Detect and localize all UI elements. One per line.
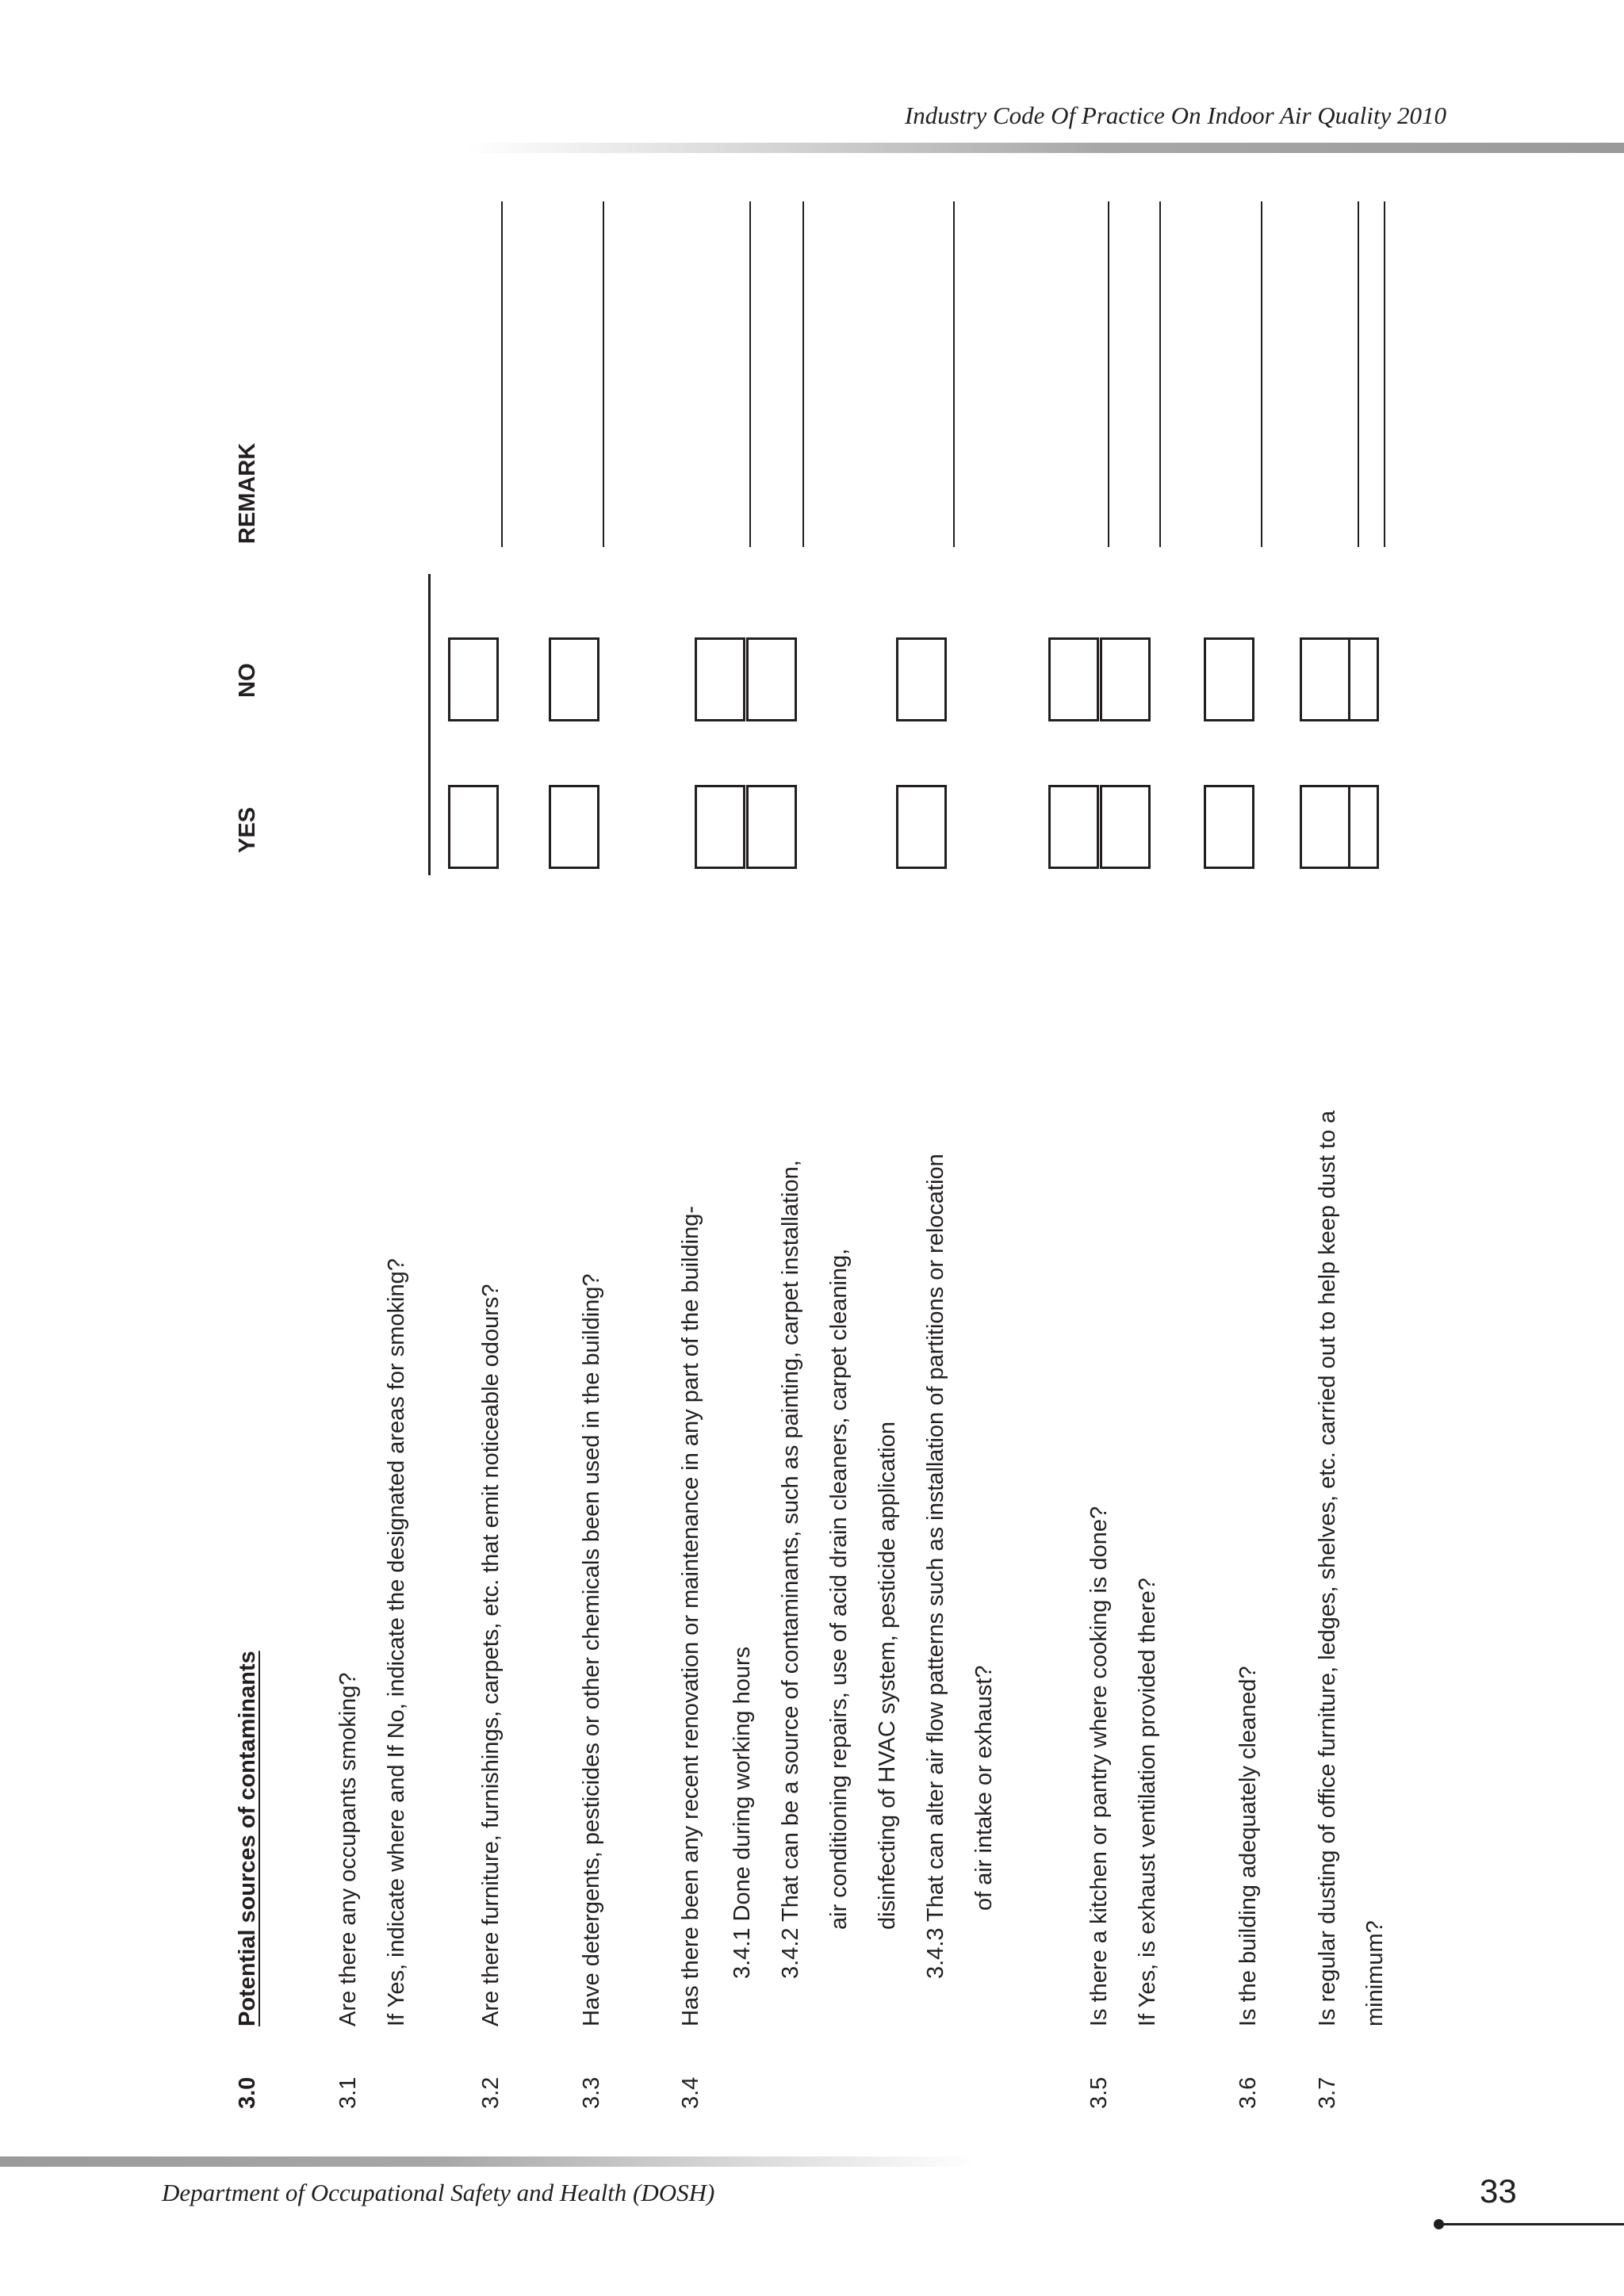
remark-line[interactable] bbox=[1108, 201, 1109, 547]
no-checkbox[interactable] bbox=[1300, 637, 1350, 721]
yes-checkbox[interactable] bbox=[1300, 785, 1350, 869]
no-checkbox[interactable] bbox=[549, 637, 599, 721]
remark-line[interactable] bbox=[501, 201, 503, 547]
question-text: 3.4.2 That can be a source of contaminants, such as painting, carpet installation, bbox=[778, 1160, 803, 1979]
no-checkbox[interactable] bbox=[448, 637, 499, 721]
column-yes: YES bbox=[235, 806, 260, 853]
question-text: air conditioning repairs, use of acid drain cleaners, carpet cleaning, bbox=[826, 1248, 852, 1930]
yes-checkbox[interactable] bbox=[695, 785, 745, 869]
footer-organization: Department of Occupational Safety and Health (DOSH) bbox=[162, 2179, 715, 2206]
no-checkbox[interactable] bbox=[1100, 637, 1151, 721]
yes-checkbox[interactable] bbox=[1048, 785, 1099, 869]
question-text: 3.4.1 Done during working hours bbox=[730, 1646, 755, 1979]
question-text: disinfecting of HVAC system, pesticide application bbox=[875, 1422, 900, 1930]
no-checkbox[interactable] bbox=[695, 637, 745, 721]
remark-line[interactable] bbox=[1384, 201, 1385, 547]
column-remark: REMARK bbox=[235, 442, 260, 544]
item-number: 3.2 bbox=[478, 2076, 504, 2109]
section-title: Potential sources of contaminants bbox=[235, 1651, 260, 2026]
question-text: Are there any occupants smoking? bbox=[335, 1672, 361, 2026]
question-text: Are there furniture, furnishings, carpets, etc. that emit noticeable odours? bbox=[478, 1284, 504, 2026]
question-text: Has there been any recent renovation or maintenance in any part of the building- bbox=[678, 1206, 703, 2026]
no-checkbox[interactable] bbox=[746, 637, 797, 721]
no-checkbox[interactable] bbox=[896, 637, 947, 721]
yes-checkbox[interactable] bbox=[896, 785, 947, 869]
question-text: of air intake or exhaust? bbox=[971, 1665, 997, 1911]
no-checkbox[interactable] bbox=[1204, 637, 1254, 721]
running-header: Industry Code Of Practice On Indoor Air Quality 2010 bbox=[904, 101, 1446, 129]
yes-checkbox[interactable] bbox=[549, 785, 599, 869]
page-rule bbox=[1438, 2223, 1624, 2225]
item-number: 3.6 bbox=[1235, 2076, 1261, 2109]
remark-line[interactable] bbox=[953, 201, 955, 547]
yes-checkbox[interactable] bbox=[448, 785, 499, 869]
yes-checkbox[interactable] bbox=[1100, 785, 1151, 869]
page-number: 33 bbox=[1480, 2172, 1517, 2210]
no-checkbox[interactable] bbox=[1048, 637, 1099, 721]
remark-line[interactable] bbox=[1358, 201, 1359, 547]
item-number: 3.5 bbox=[1086, 2076, 1112, 2109]
question-text: Is regular dusting of office furniture, ledges, shelves, etc. carried out to help keep dust to a bbox=[1315, 1110, 1340, 2026]
remark-line[interactable] bbox=[1261, 201, 1262, 547]
question-text: Is the building adequately cleaned? bbox=[1235, 1666, 1261, 2026]
question-text: If Yes, indicate where and If No, indicate the designated areas for smoking? bbox=[384, 1258, 409, 2026]
yes-checkbox[interactable] bbox=[1204, 785, 1254, 869]
footer-bar bbox=[0, 2156, 975, 2167]
remark-line[interactable] bbox=[603, 201, 604, 547]
question-text: minimum? bbox=[1362, 1920, 1388, 2026]
remark-line[interactable] bbox=[802, 201, 804, 547]
remark-line[interactable] bbox=[1159, 201, 1161, 547]
remark-line[interactable] bbox=[749, 201, 751, 547]
question-text: 3.4.3 That can alter air flow patterns such as installation of partitions or relocation bbox=[923, 1154, 948, 1979]
column-no: NO bbox=[235, 663, 260, 698]
yes-checkbox[interactable] bbox=[746, 785, 797, 869]
item-number: 3.4 bbox=[678, 2076, 703, 2109]
section-number: 3.0 bbox=[235, 2076, 260, 2109]
item-number: 3.7 bbox=[1315, 2076, 1340, 2109]
divider bbox=[428, 574, 431, 875]
item-number: 3.3 bbox=[579, 2076, 604, 2109]
question-text: Is there a kitchen or pantry where cooking is done? bbox=[1086, 1506, 1112, 2026]
question-text: Have detergents, pesticides or other chemicals been used in the building? bbox=[579, 1273, 604, 2026]
item-number: 3.1 bbox=[335, 2076, 361, 2109]
question-text: If Yes, is exhaust ventilation provided there? bbox=[1135, 1578, 1160, 2026]
